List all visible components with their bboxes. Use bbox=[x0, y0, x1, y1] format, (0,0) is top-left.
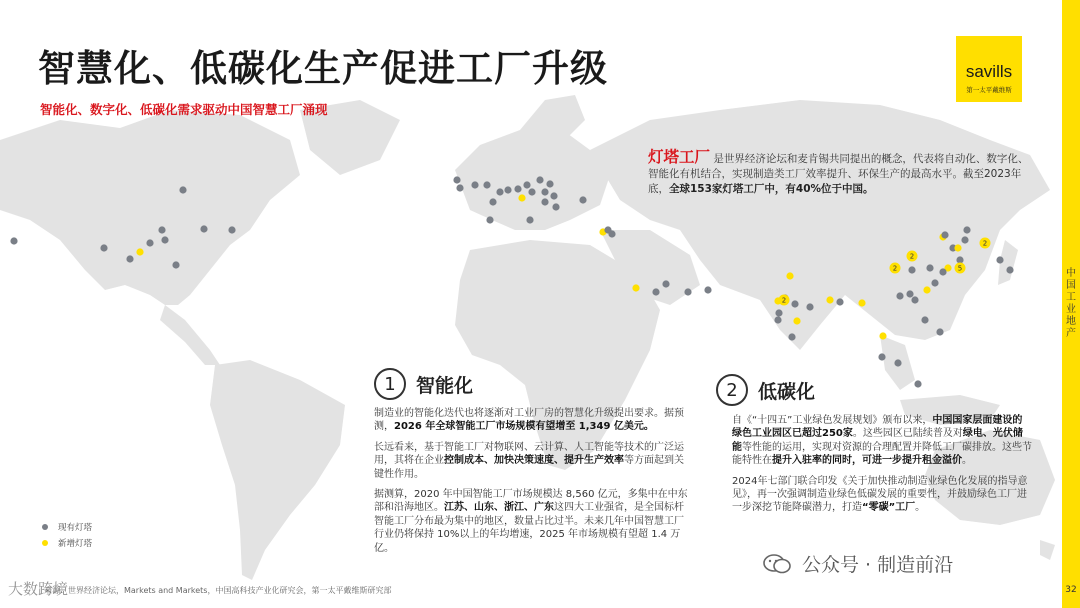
existing-lighthouse-marker bbox=[453, 176, 460, 183]
section-label: 中国工业地产 bbox=[1066, 268, 1076, 339]
section-1-paragraph bbox=[374, 407, 692, 434]
wechat-icon bbox=[762, 553, 792, 575]
text-run: 。 bbox=[915, 502, 926, 514]
existing-lighthouse-marker bbox=[550, 192, 557, 199]
text-emphasis: 控制成本、加快决策速度、提升生产效率 bbox=[444, 455, 624, 467]
lighthouse-callout bbox=[648, 150, 1033, 197]
legend-new bbox=[42, 535, 92, 551]
new-dot-icon bbox=[42, 540, 48, 546]
existing-lighthouse-marker bbox=[161, 236, 168, 243]
new-lighthouse-marker bbox=[826, 296, 833, 303]
text-run: 。 bbox=[962, 455, 972, 467]
map-legend bbox=[42, 519, 92, 551]
section-1-paragraph bbox=[374, 441, 692, 481]
new-lighthouse-marker bbox=[793, 317, 800, 324]
existing-lighthouse-marker bbox=[552, 203, 559, 210]
existing-lighthouse-marker bbox=[652, 288, 659, 295]
existing-lighthouse-marker bbox=[486, 216, 493, 223]
section-2-title: 低碳化 bbox=[758, 380, 816, 403]
existing-lighthouse-marker bbox=[775, 309, 782, 316]
existing-lighthouse-marker bbox=[1006, 266, 1013, 273]
new-lighthouse-marker bbox=[632, 284, 639, 291]
existing-lighthouse-marker bbox=[158, 226, 165, 233]
section-2-paragraph bbox=[732, 475, 1032, 515]
existing-lighthouse-marker bbox=[996, 256, 1003, 263]
section-2-number: 2 bbox=[716, 374, 748, 406]
existing-lighthouse-marker bbox=[906, 290, 913, 297]
existing-lighthouse-marker bbox=[788, 333, 795, 340]
existing-lighthouse-marker bbox=[200, 225, 207, 232]
existing-lighthouse-marker bbox=[100, 244, 107, 251]
existing-lighthouse-marker bbox=[10, 237, 17, 244]
section-2-body bbox=[732, 414, 1032, 522]
text-emphasis: 绿电、光伏储能 bbox=[732, 428, 1023, 453]
text-run: 制造业的智能化迭代也将逐渐对工业厂房的智慧化升级提出要求。据预测， bbox=[374, 408, 684, 433]
side-bar bbox=[1062, 0, 1080, 608]
existing-lighthouse-marker bbox=[926, 264, 933, 271]
existing-lighthouse-marker bbox=[931, 279, 938, 286]
text-emphasis: “零碳”工厂 bbox=[862, 502, 916, 514]
existing-lighthouse-marker bbox=[878, 353, 885, 360]
existing-lighthouse-marker bbox=[936, 328, 943, 335]
logo-brand: savills bbox=[965, 62, 1013, 81]
existing-lighthouse-marker bbox=[146, 239, 153, 246]
existing-lighthouse-marker bbox=[126, 255, 133, 262]
text-run: 据测算，2020 年中国智能工厂市场规模达 8,560 亿元，多集中在中东部和沿海地区。 bbox=[374, 489, 688, 514]
text-emphasis: 2026 年全球智能工厂市场规模有望增至 1,349 亿美元。 bbox=[394, 421, 654, 433]
existing-lighthouse-marker bbox=[939, 268, 946, 275]
text-run: 长远看来，基于智能工厂对物联网、云计算、人工智能等技术的广泛运用，其将在企业 bbox=[374, 441, 684, 467]
existing-lighthouse-marker bbox=[806, 303, 813, 310]
existing-lighthouse-marker bbox=[546, 180, 553, 187]
existing-lighthouse-marker bbox=[836, 298, 843, 305]
new-lighthouse-marker bbox=[518, 194, 525, 201]
text-emphasis: 江苏、山东、浙江、广东 bbox=[444, 502, 554, 514]
existing-lighthouse-marker bbox=[172, 261, 179, 268]
existing-lighthouse-marker bbox=[579, 196, 586, 203]
text-run: 2024年七部门联合印发《关于加快推动制造业绿色化发展的指导意见》，再一次强调制造业绿色低碳发展的重要性，并鼓励绿色工厂进一步深挖节能降碳潜力，打造 bbox=[732, 475, 1028, 514]
source-note: 来源：世界经济论坛，Markets and Markets，中国高科技产业化研究会，第一太平戴维斯研究部 bbox=[44, 586, 392, 595]
new-lighthouse-marker bbox=[858, 299, 865, 306]
section-1-title: 智能化 bbox=[416, 374, 474, 397]
new-lighthouse-marker bbox=[786, 272, 793, 279]
existing-lighthouse-marker bbox=[908, 266, 915, 273]
section-2-heading bbox=[716, 374, 815, 406]
section-2-paragraph bbox=[732, 414, 1032, 468]
watermark-text: 公众号 · 制造前沿 bbox=[802, 554, 954, 576]
existing-lighthouse-marker bbox=[179, 186, 186, 193]
text-run: 等方面起到关键性作用。 bbox=[374, 455, 684, 480]
existing-lighthouse-marker bbox=[471, 181, 478, 188]
cluster-badge-count: 2 bbox=[781, 296, 787, 305]
section-1-number: 1 bbox=[374, 368, 406, 400]
existing-lighthouse-marker bbox=[704, 286, 711, 293]
page-title: 智慧化、低碳化生产促进工厂升级 bbox=[38, 47, 608, 90]
text-run: 。这些园区已陆续普及对 bbox=[852, 428, 963, 440]
existing-lighthouse-marker bbox=[896, 292, 903, 299]
existing-lighthouse-marker bbox=[456, 184, 463, 191]
cluster-badge-count: 2 bbox=[892, 264, 898, 273]
existing-lighthouse-marker bbox=[504, 186, 511, 193]
existing-lighthouse-marker bbox=[523, 181, 530, 188]
existing-lighthouse-marker bbox=[894, 359, 901, 366]
existing-lighthouse-marker bbox=[774, 316, 781, 323]
page-subtitle: 智能化、数字化、低碳化需求驱动中国智慧工厂涌现 bbox=[40, 102, 328, 117]
savills-logo bbox=[956, 36, 1022, 102]
existing-lighthouse-marker bbox=[608, 230, 615, 237]
existing-lighthouse-marker bbox=[941, 231, 948, 238]
cluster-badge-count: 5 bbox=[957, 264, 963, 273]
legend-new-label: 新增灯塔 bbox=[58, 539, 93, 549]
existing-lighthouse-marker bbox=[662, 280, 669, 287]
new-lighthouse-marker bbox=[954, 244, 961, 251]
existing-lighthouse-marker bbox=[963, 226, 970, 233]
existing-lighthouse-marker bbox=[528, 188, 535, 195]
lighthouse-term: 灯塔工厂 bbox=[648, 148, 711, 166]
section-1-body bbox=[374, 407, 692, 562]
text-emphasis: 中国国家层面建设的绿色工业园区已超过250家 bbox=[732, 415, 1023, 440]
existing-lighthouse-marker bbox=[526, 216, 533, 223]
existing-lighthouse-marker bbox=[791, 300, 798, 307]
existing-lighthouse-marker bbox=[496, 188, 503, 195]
legend-existing bbox=[42, 519, 92, 535]
wechat-watermark bbox=[762, 550, 953, 577]
section-1-heading bbox=[374, 368, 473, 400]
existing-dot-icon bbox=[42, 524, 48, 530]
text-emphasis: 提升入驻率的同时，可进一步提升租金溢价 bbox=[772, 455, 962, 467]
existing-lighthouse-marker bbox=[921, 316, 928, 323]
new-lighthouse-marker bbox=[923, 286, 930, 293]
existing-lighthouse-marker bbox=[489, 198, 496, 205]
existing-lighthouse-marker bbox=[541, 188, 548, 195]
lighthouse-desc: 是世界经济论坛和麦肯锡共同提出的概念，代表将自动化、数字化、智能化有机结合，实现制造类工厂效率提升、环保生产的最高水平。截至2023年底， bbox=[648, 153, 1029, 195]
existing-lighthouse-marker bbox=[684, 288, 691, 295]
cluster-badge-count: 2 bbox=[982, 239, 988, 248]
text-run: 等性能的运用，实现对资源的合理配置并降低工厂碳排放。这些节能特性在 bbox=[732, 441, 1032, 467]
existing-lighthouse-marker bbox=[961, 236, 968, 243]
existing-lighthouse-marker bbox=[536, 176, 543, 183]
existing-lighthouse-marker bbox=[911, 296, 918, 303]
existing-lighthouse-marker bbox=[541, 198, 548, 205]
new-lighthouse-marker bbox=[136, 248, 143, 255]
new-lighthouse-marker bbox=[879, 332, 886, 339]
existing-lighthouse-marker bbox=[483, 181, 490, 188]
logo-chinese: 第一太平戴维斯 bbox=[966, 86, 1012, 94]
section-1-paragraph bbox=[374, 488, 692, 555]
text-run: 自《“十四五”工业绿色发展规划》颁布以来， bbox=[732, 415, 933, 426]
existing-lighthouse-marker bbox=[514, 185, 521, 192]
legend-existing-label: 现有灯塔 bbox=[58, 523, 93, 533]
text-run: 这四大工业强省，是全国标杆智能工厂分布最为集中的地区，数量占比过半。未来几年中国智慧工厂行业仍将保持 10%以上的年均增速，2025 年市场规模有望超 1.4 万亿。 bbox=[374, 502, 684, 554]
page-number: 32 bbox=[1065, 585, 1077, 595]
existing-lighthouse-marker bbox=[914, 380, 921, 387]
corner-watermark: 大数跨境 bbox=[8, 580, 69, 598]
cluster-badge-count: 2 bbox=[909, 252, 915, 261]
existing-lighthouse-marker bbox=[228, 226, 235, 233]
lighthouse-highlight: 全球153家灯塔工厂中，有40%位于中国。 bbox=[669, 183, 874, 195]
